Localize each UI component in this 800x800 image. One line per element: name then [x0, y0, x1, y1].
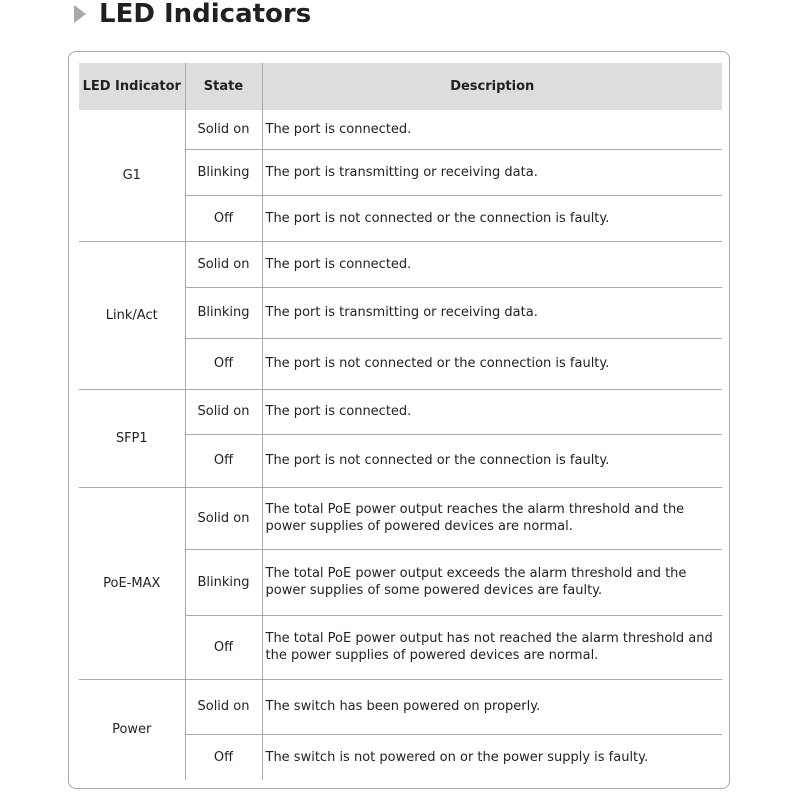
page-title: LED Indicators	[99, 0, 312, 29]
led-name-cell: SFP1	[79, 389, 185, 487]
led-name-cell: Power	[112, 722, 152, 738]
description-cell: The total PoE power output reaches the alarm threshold and the power supplies of powered devices are normal.	[262, 487, 722, 549]
description-cell: The port is connected.	[262, 389, 722, 434]
led-name-cell: PoE-MAX	[79, 487, 185, 679]
state-cell: Solid on	[185, 487, 262, 549]
table-row	[79, 487, 722, 549]
description-cell: The port is connected.	[262, 241, 722, 287]
table-header-row	[79, 63, 722, 110]
state-cell: Solid on	[185, 679, 262, 734]
led-name-cell: Link/Act	[79, 241, 185, 389]
state-cell: Solid on	[185, 110, 262, 149]
column-header-description: Description	[262, 63, 722, 110]
description-cell: The total PoE power output exceeds the alarm threshold and the power supplies of some powered devices are faulty.	[262, 549, 722, 615]
led-indicator-table	[79, 63, 722, 780]
section-heading	[74, 0, 311, 28]
table-row	[79, 679, 722, 734]
table-row	[79, 110, 722, 149]
description-cell: The port is transmitting or receiving data.	[262, 287, 722, 338]
led-name-cell: G1	[79, 110, 185, 241]
state-cell: Off	[185, 195, 262, 241]
state-cell: Off	[185, 734, 262, 780]
column-header-led: LED Indicator	[79, 63, 185, 110]
column-header-state: State	[185, 63, 262, 110]
state-cell: Blinking	[185, 549, 262, 615]
description-cell: The switch has been powered on properly.	[262, 679, 722, 734]
description-cell: The total PoE power output has not reached the alarm threshold and the power supplies of powered devices are normal.	[262, 615, 722, 679]
table-row	[79, 241, 722, 287]
state-cell: Blinking	[185, 149, 262, 195]
description-cell: The switch is not powered on or the power supply is faulty.	[262, 734, 722, 780]
table-row	[79, 389, 722, 434]
triangle-bullet-icon	[74, 5, 86, 23]
description-cell: The port is not connected or the connection is faulty.	[262, 338, 722, 389]
description-cell: The port is transmitting or receiving data.	[262, 149, 722, 195]
state-cell: Solid on	[185, 389, 262, 434]
description-cell: The port is not connected or the connection is faulty.	[262, 195, 722, 241]
state-cell: Off	[185, 434, 262, 487]
description-cell: The port is not connected or the connection is faulty.	[262, 434, 722, 487]
state-cell: Blinking	[185, 287, 262, 338]
state-cell: Off	[185, 338, 262, 389]
state-cell: Solid on	[185, 241, 262, 287]
description-cell: The port is connected.	[262, 110, 722, 149]
state-cell: Off	[185, 615, 262, 679]
